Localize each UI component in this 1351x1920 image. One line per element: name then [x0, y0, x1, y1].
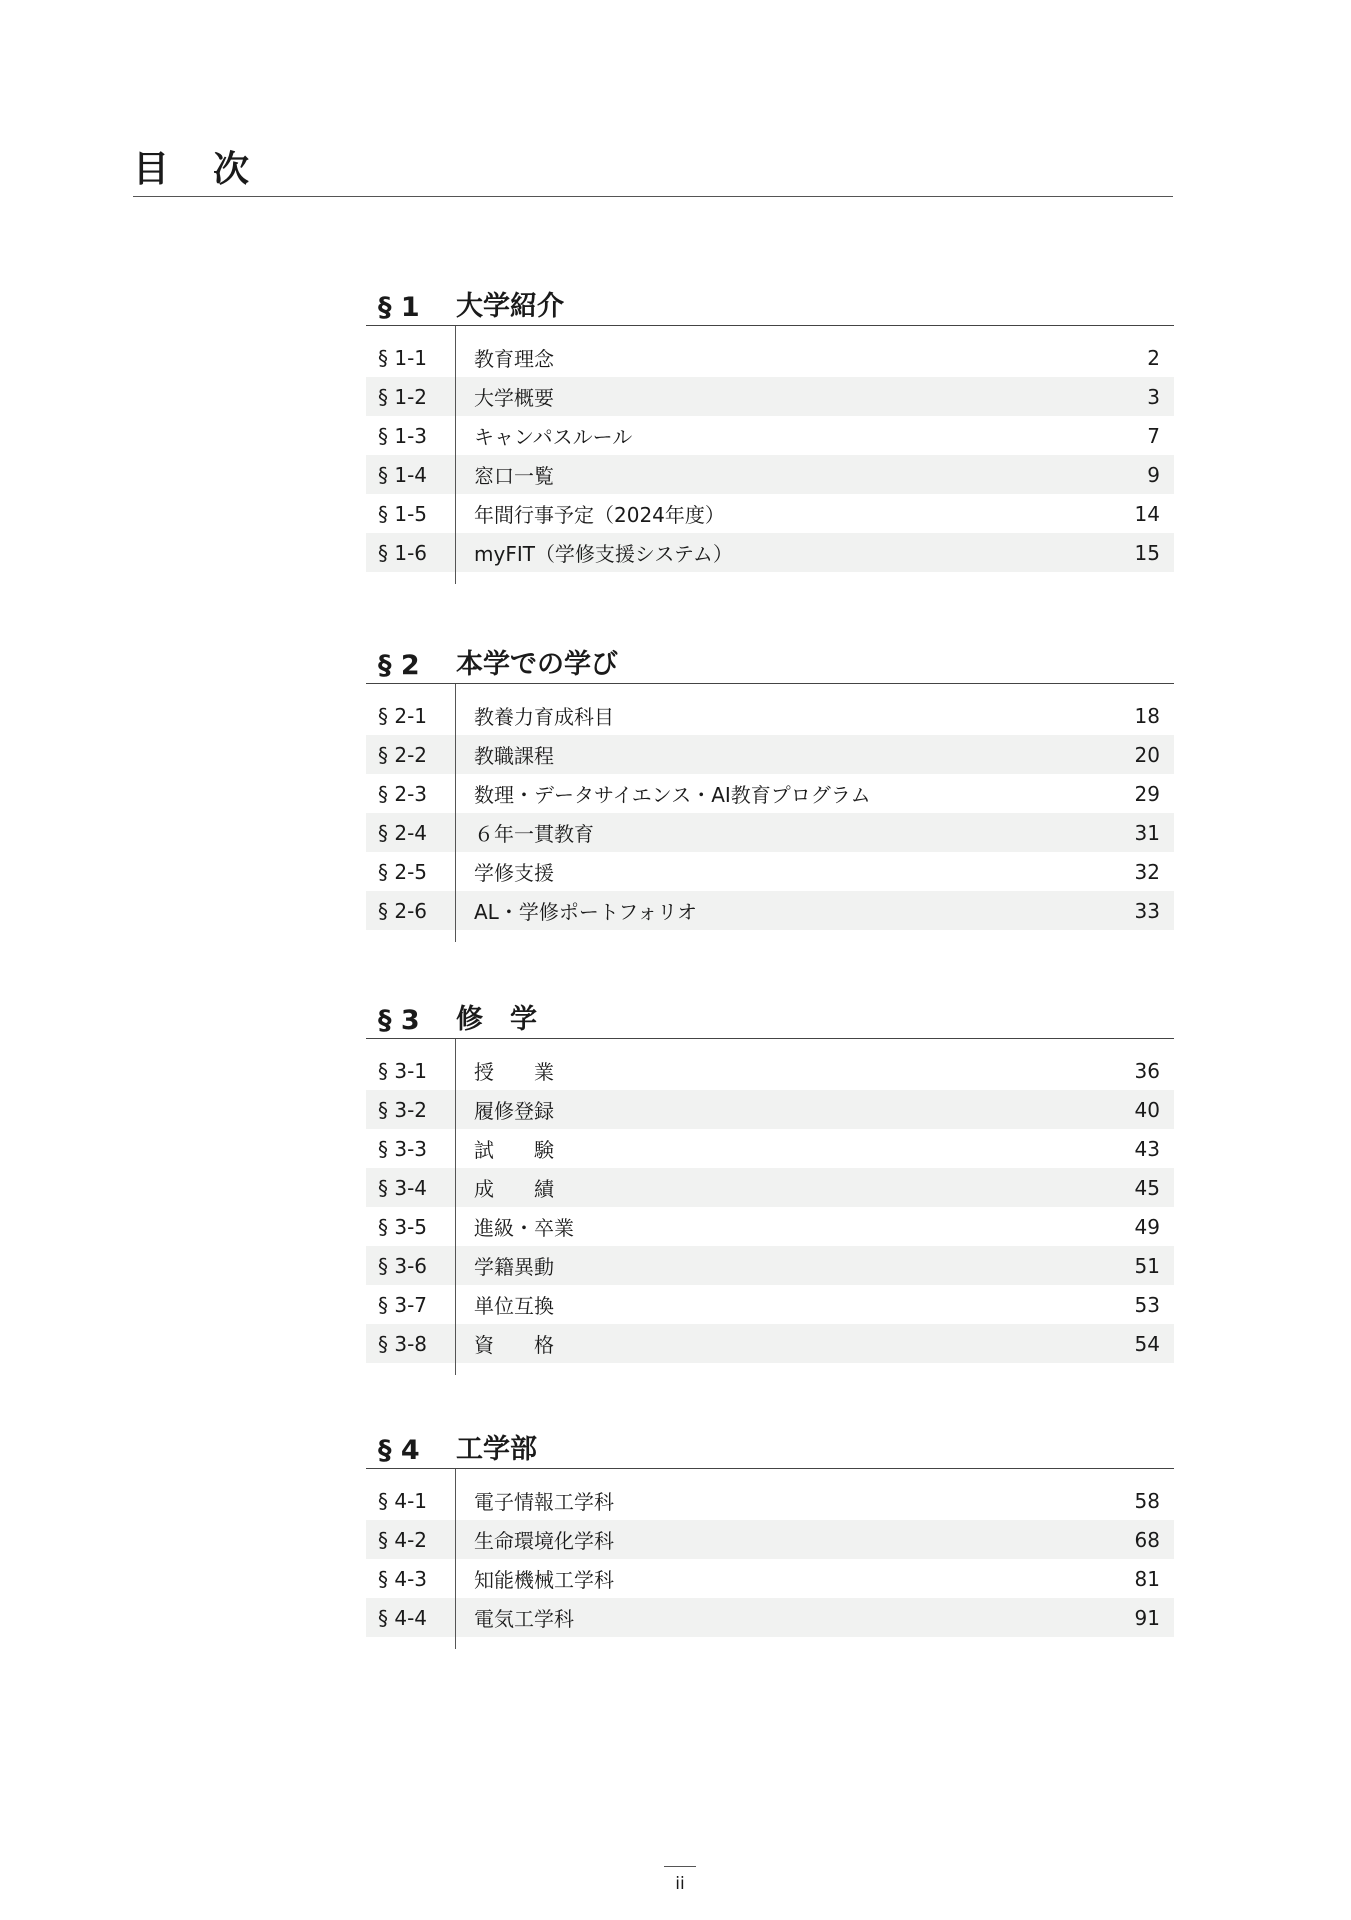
entry-number: § 2-3: [378, 781, 428, 806]
entry-page-number: 54: [1134, 1331, 1160, 1356]
entry-label: 試 験: [474, 1138, 554, 1162]
section-title: 工学部: [456, 1434, 537, 1465]
toc-entry[interactable]: [366, 774, 1174, 813]
toc-entry[interactable]: [366, 1285, 1174, 1324]
toc-entry[interactable]: [366, 455, 1174, 494]
entry-page-number: 58: [1134, 1488, 1160, 1513]
entry-number: § 3-4: [378, 1175, 428, 1200]
toc-entry[interactable]: [366, 1090, 1174, 1129]
entry-label: キャンパスルール: [474, 425, 633, 449]
entry-number: § 1-4: [378, 462, 428, 487]
entry-page-number: 31: [1134, 820, 1160, 845]
entry-number: § 2-5: [378, 859, 428, 884]
entry-label: 生命環境化学科: [474, 1529, 614, 1553]
entry-page-number: 81: [1134, 1566, 1160, 1591]
entry-label: 授 業: [474, 1060, 554, 1084]
toc-entry[interactable]: [366, 494, 1174, 533]
entry-number: § 4-1: [378, 1488, 428, 1513]
entry-page-number: 32: [1134, 859, 1160, 884]
entry-label: 成 績: [474, 1177, 554, 1201]
page-title-bar: [133, 148, 1173, 197]
entry-number: § 3-5: [378, 1214, 428, 1239]
entry-label: 進級・卒業: [474, 1216, 574, 1240]
entry-page-number: 49: [1134, 1214, 1160, 1239]
toc-entry[interactable]: [366, 1598, 1174, 1637]
entry-page-number: 7: [1147, 423, 1160, 448]
entry-label: myFIT（学修支援システム）: [474, 542, 733, 566]
toc-entry[interactable]: [366, 1559, 1174, 1598]
entry-number: § 2-4: [378, 820, 428, 845]
entry-page-number: 43: [1134, 1136, 1160, 1161]
section-number: § 2: [378, 650, 420, 681]
toc-entry[interactable]: [366, 338, 1174, 377]
page-title: [133, 148, 1173, 192]
entry-label: 窓口一覧: [474, 464, 554, 488]
section-title: 大学紹介: [456, 291, 564, 322]
entry-label: 電気工学科: [474, 1607, 574, 1631]
toc-entry[interactable]: [366, 1129, 1174, 1168]
entry-page-number: 14: [1134, 501, 1160, 526]
entry-number: § 3-6: [378, 1253, 428, 1278]
toc-section-1: [366, 283, 1174, 584]
entry-number: § 3-8: [378, 1331, 428, 1356]
toc-entry[interactable]: [366, 891, 1174, 930]
entry-label: 電子情報工学科: [474, 1490, 614, 1514]
page-title-char-2: 次: [213, 149, 252, 190]
entry-page-number: 18: [1134, 703, 1160, 728]
entry-number: § 1-1: [378, 345, 428, 370]
section-items: [366, 684, 1174, 942]
entry-number: § 4-4: [378, 1605, 428, 1630]
toc-section-2: [366, 641, 1174, 942]
toc-entry[interactable]: [366, 813, 1174, 852]
entry-label: AL・学修ポートフォリオ: [474, 900, 698, 924]
entry-label: 知能機械工学科: [474, 1568, 614, 1592]
entry-page-number: 33: [1134, 898, 1160, 923]
entry-number: § 1-2: [378, 384, 428, 409]
entry-page-number: 3: [1147, 384, 1160, 409]
toc-section-3: [366, 996, 1174, 1375]
entry-number: § 2-2: [378, 742, 428, 767]
section-number: § 1: [378, 292, 420, 323]
entry-page-number: 9: [1147, 462, 1160, 487]
entry-page-number: 91: [1134, 1605, 1160, 1630]
section-heading: [366, 641, 1174, 684]
entry-label: 大学概要: [474, 386, 554, 410]
entry-number: § 1-5: [378, 501, 428, 526]
section-title: 本学での学び: [456, 649, 618, 680]
section-items: [366, 1469, 1174, 1649]
entry-label: 数理・データサイエンス・AI教育プログラム: [474, 783, 871, 807]
entry-number: § 3-2: [378, 1097, 428, 1122]
entry-label: 教職課程: [474, 744, 554, 768]
entry-page-number: 2: [1147, 345, 1160, 370]
toc-entry[interactable]: [366, 1207, 1174, 1246]
entry-page-number: 51: [1134, 1253, 1160, 1278]
entry-page-number: 40: [1134, 1097, 1160, 1122]
entry-number: § 3-7: [378, 1292, 428, 1317]
entry-number: § 1-3: [378, 423, 428, 448]
toc-entry[interactable]: [366, 1481, 1174, 1520]
toc-entry[interactable]: [366, 1168, 1174, 1207]
entry-label: 資 格: [474, 1333, 554, 1357]
toc-entry[interactable]: [366, 1051, 1174, 1090]
toc-entry[interactable]: [366, 1520, 1174, 1559]
entry-number: § 4-2: [378, 1527, 428, 1552]
section-heading: [366, 283, 1174, 326]
toc-entry[interactable]: [366, 416, 1174, 455]
section-title: 修 学: [456, 1004, 537, 1035]
entry-label: 教育理念: [474, 347, 554, 371]
entry-number: § 1-6: [378, 540, 428, 565]
section-items: [366, 326, 1174, 584]
entry-label: 年間行事予定（2024年度）: [474, 503, 725, 527]
footer-page-number: ii: [675, 1874, 685, 1894]
section-items: [366, 1039, 1174, 1375]
entry-number: § 3-3: [378, 1136, 428, 1161]
footer-divider: [664, 1866, 696, 1867]
entry-page-number: 29: [1134, 781, 1160, 806]
entry-number: § 2-6: [378, 898, 428, 923]
section-heading: [366, 1426, 1174, 1469]
toc-entry[interactable]: [366, 1324, 1174, 1363]
toc-section-4: [366, 1426, 1174, 1649]
section-number: § 4: [378, 1435, 420, 1466]
toc-entry[interactable]: [366, 1246, 1174, 1285]
toc-entry[interactable]: [366, 735, 1174, 774]
entry-label: 教養力育成科目: [474, 705, 614, 729]
entry-page-number: 36: [1134, 1058, 1160, 1083]
toc-entry[interactable]: [366, 377, 1174, 416]
entry-number: § 2-1: [378, 703, 428, 728]
page-title-char-1: 目: [133, 149, 172, 190]
entry-page-number: 45: [1134, 1175, 1160, 1200]
toc-entry[interactable]: [366, 533, 1174, 572]
entry-label: 学修支援: [474, 861, 554, 885]
section-number: § 3: [378, 1005, 420, 1036]
entry-number: § 4-3: [378, 1566, 428, 1591]
entry-label: 履修登録: [474, 1099, 554, 1123]
toc-entry[interactable]: [366, 696, 1174, 735]
entry-page-number: 15: [1134, 540, 1160, 565]
toc-entry[interactable]: [366, 852, 1174, 891]
section-heading: [366, 996, 1174, 1039]
entry-page-number: 53: [1134, 1292, 1160, 1317]
entry-label: ６年一貫教育: [474, 822, 594, 846]
entry-label: 学籍異動: [474, 1255, 554, 1279]
entry-page-number: 68: [1134, 1527, 1160, 1552]
entry-page-number: 20: [1134, 742, 1160, 767]
entry-number: § 3-1: [378, 1058, 428, 1083]
entry-label: 単位互換: [474, 1294, 554, 1318]
